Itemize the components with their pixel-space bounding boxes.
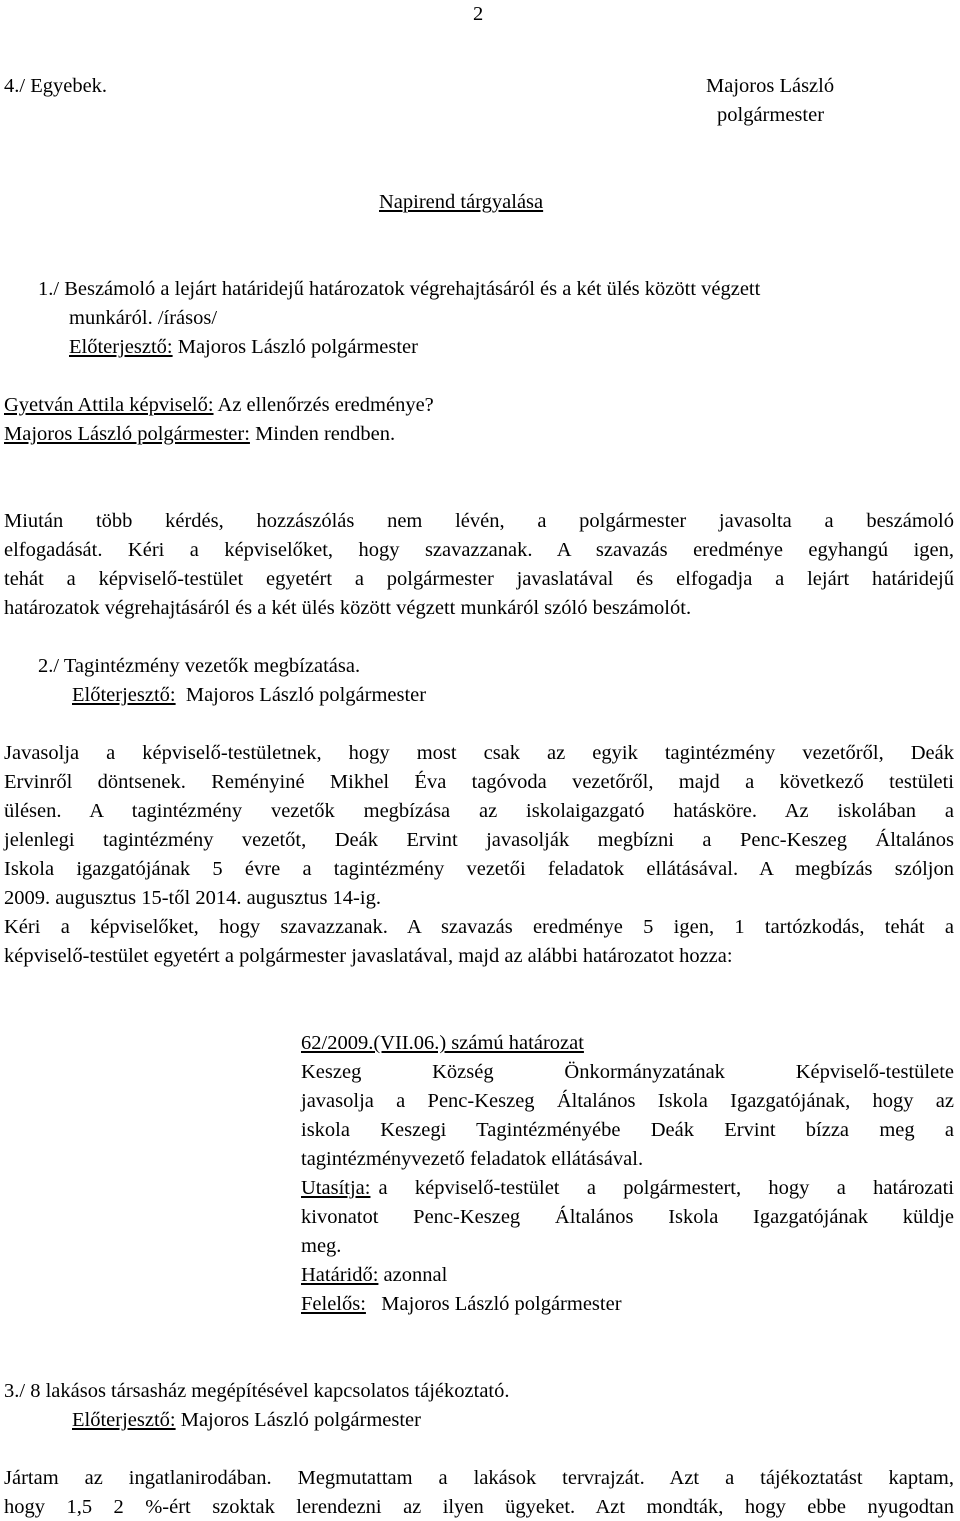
item1-title-line1: 1./ Beszámoló a lejárt határidejű határozatok végrehajtásáról és a két ülés között végzett <box>38 278 761 300</box>
question-line <box>4 393 434 417</box>
resolution-body-line1: Keszeg Község Önkormányzatának Képviselő-testülete <box>301 1061 954 1083</box>
answer-speaker: Majoros László polgármester: <box>4 423 250 445</box>
answer-line <box>4 422 395 446</box>
resolution-order-line1 <box>301 1176 954 1200</box>
item1-para-line4: határozatok végrehajtásáról és a két ülés között végzett munkáról szóló beszámolót. <box>4 597 692 619</box>
resolution-body-line3: iskola Keszegi Tagintézményébe Deák Ervint bízza meg a <box>301 1119 954 1141</box>
mayor-name: Majoros László <box>706 75 835 97</box>
resolution-body-line2: javasolja a Penc-Keszeg Általános Iskola Igazgatójának, hogy az <box>301 1090 954 1112</box>
resolution-deadline <box>301 1263 447 1287</box>
responsible-label: Felelős: <box>301 1293 366 1315</box>
order-text1: a képviselő-testület a polgármestert, hogy a határozati <box>378 1177 954 1199</box>
presenter-name: Majoros László polgármester <box>180 1409 421 1431</box>
presenter-name: Majoros László polgármester <box>185 684 427 706</box>
item3-title: 3./ 8 lakásos társasház megépítésével kapcsolatos tájékoztató. <box>4 1380 510 1402</box>
item2-para-line2: Ervinről döntsenek. Reményiné Mikhel Éva tagóvoda vezetőről, majd a következő testületi <box>4 771 954 793</box>
item2-para-line8: képviselő-testület egyetért a polgármester javaslatával, majd az alábbi határozatot hozza: <box>4 945 733 967</box>
item1-para-line3: tehát a képviselő-testület egyetért a polgármester javaslatával és elfogadja a lejárt határidejű <box>4 568 954 590</box>
resolution-title: 62/2009.(VII.06.) számú határozat <box>301 1032 584 1054</box>
item1-presenter <box>69 335 418 359</box>
item2-para-line6: 2009. augusztus 15-től 2014. augusztus 14-ig. <box>4 887 381 909</box>
resolution-responsible <box>301 1292 622 1316</box>
answer-text: Minden rendben. <box>255 423 396 445</box>
item2-title: 2./ Tagintézmény vezetők megbízatása. <box>38 655 361 677</box>
deadline-value: azonnal <box>383 1264 448 1286</box>
presenter-label: Előterjesztő: <box>69 336 173 358</box>
item2-para-line3: ülésen. A tagintézmény vezetők megbízása az iskolaigazgató hatásköre. Az iskolában a <box>4 800 954 822</box>
item3-para-line1: Jártam az ingatlanirodában. Megmutattam a lakások tervrajzát. Azt a tájékoztatást kaptam, <box>4 1467 954 1489</box>
item2-presenter <box>72 683 426 707</box>
item3-para-line2: hogy 1,5 2 %-ért szoktak lerendezni az ilyen ügyeket. Azt mondták, hogy ebbe nyugodtan <box>4 1496 954 1518</box>
presenter-name: Majoros László polgármester <box>177 336 418 358</box>
question-speaker: Gyetván Attila képviselő: <box>4 394 214 416</box>
presenter-label: Előterjesztő: <box>72 1409 176 1431</box>
resolution-order-line2: kivonatot Penc-Keszeg Általános Iskola Igazgatójának küldje <box>301 1206 954 1228</box>
item2-para-line4: jelenlegi tagintézmény vezetőt, Deák Ervint javasolják megbízni a Penc-Keszeg Általános <box>4 829 954 851</box>
item2-para-line5: Iskola igazgatójának 5 évre a tagintézmény vezetői feladatok ellátásával. A megbízás szóljon <box>4 858 954 880</box>
responsible-value: Majoros László polgármester <box>381 1293 622 1315</box>
question-text: Az ellenőrzés eredménye? <box>217 394 434 416</box>
agenda-item-4: 4./ Egyebek. <box>4 75 108 97</box>
deadline-label: Határidő: <box>301 1264 379 1286</box>
item3-presenter <box>72 1408 421 1432</box>
section-title: Napirend tárgyalása <box>379 191 544 213</box>
page-number: 2 <box>473 3 484 25</box>
mayor-title: polgármester <box>717 104 825 126</box>
item1-para-line2: elfogadását. Kéri a képviselőket, hogy szavazzanak. A szavazás eredménye egyhangú igen, <box>4 539 954 561</box>
item1-title-line2: munkáról. /írásos/ <box>69 307 218 329</box>
order-label: Utasítja: <box>301 1177 371 1199</box>
item2-para-line7: Kéri a képviselőket, hogy szavazzanak. A szavazás eredménye 5 igen, 1 tartózkodás, tehát a <box>4 916 954 938</box>
resolution-order-line3: meg. <box>301 1235 342 1257</box>
item2-para-line1: Javasolja a képviselő-testületnek, hogy most csak az egyik tagintézmény vezetőről, Deák <box>4 742 954 764</box>
presenter-label: Előterjesztő: <box>72 684 176 706</box>
item1-para-line1: Miután több kérdés, hozzászólás nem lévén, a polgármester javasolta a beszámoló <box>4 510 954 532</box>
resolution-body-line4: tagintézményvezető feladatok ellátásával. <box>301 1148 644 1170</box>
